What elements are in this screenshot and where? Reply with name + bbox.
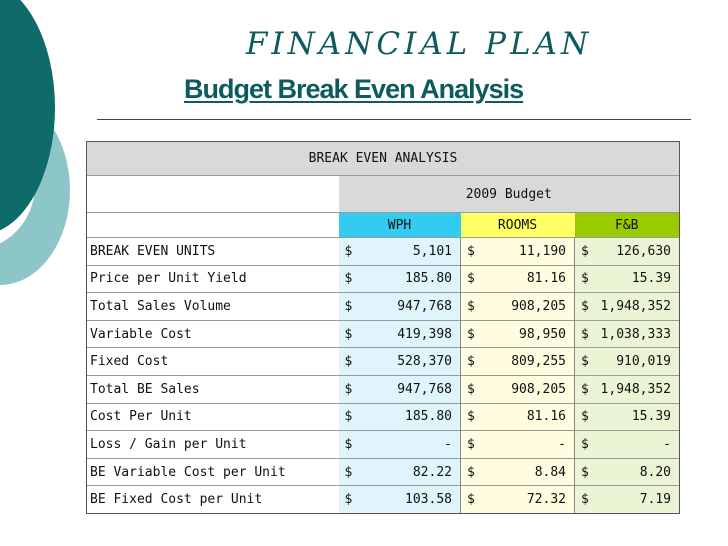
cell-value: 8.84 bbox=[483, 458, 575, 486]
cell-value: 5,101 bbox=[363, 238, 461, 266]
row-label: Total Sales Volume bbox=[87, 293, 339, 321]
currency-symbol: $ bbox=[575, 320, 595, 348]
cell-value: - bbox=[595, 431, 680, 459]
row-label: Cost Per Unit bbox=[87, 403, 339, 431]
cell-value: 1,948,352 bbox=[595, 375, 680, 403]
currency-symbol: $ bbox=[461, 431, 483, 459]
cell-value: 1,948,352 bbox=[595, 293, 680, 321]
cell-value: 11,190 bbox=[483, 238, 575, 266]
break-even-table bbox=[86, 141, 680, 514]
budget-label: 2009 Budget bbox=[339, 176, 680, 213]
cell-value: 82.22 bbox=[363, 458, 461, 486]
cell-value: 81.16 bbox=[483, 403, 575, 431]
cell-value: 15.39 bbox=[595, 403, 680, 431]
row-label: Variable Cost bbox=[87, 320, 339, 348]
table-row bbox=[87, 403, 680, 431]
currency-symbol: $ bbox=[461, 403, 483, 431]
currency-symbol: $ bbox=[461, 458, 483, 486]
currency-symbol: $ bbox=[339, 348, 363, 376]
cell-value: 908,205 bbox=[483, 375, 575, 403]
cell-value: 910,019 bbox=[595, 348, 680, 376]
cell-value: 185.80 bbox=[363, 265, 461, 293]
cell-value: 15.39 bbox=[595, 265, 680, 293]
cell-value: 98,950 bbox=[483, 320, 575, 348]
row-label: BE Variable Cost per Unit bbox=[87, 458, 339, 486]
row-label: Fixed Cost bbox=[87, 348, 339, 376]
cell-value: 81.16 bbox=[483, 265, 575, 293]
cell-value: 72.32 bbox=[483, 486, 575, 514]
col-header-fb: F&B bbox=[575, 213, 680, 238]
currency-symbol: $ bbox=[461, 375, 483, 403]
cell-value: 419,398 bbox=[363, 320, 461, 348]
slide-title: FINANCIAL PLAN bbox=[245, 26, 593, 62]
table-heading-row bbox=[87, 142, 680, 176]
cell-value: 7.19 bbox=[595, 486, 680, 514]
cell-value: 126,630 bbox=[595, 238, 680, 266]
currency-symbol: $ bbox=[339, 320, 363, 348]
col-header-wph: WPH bbox=[339, 213, 461, 238]
row-label: Loss / Gain per Unit bbox=[87, 431, 339, 459]
currency-symbol: $ bbox=[575, 403, 595, 431]
cell-value: 1,038,333 bbox=[595, 320, 680, 348]
table-row bbox=[87, 238, 680, 266]
currency-symbol: $ bbox=[575, 348, 595, 376]
table-row bbox=[87, 375, 680, 403]
cell-value: - bbox=[483, 431, 575, 459]
cell-value: 947,768 bbox=[363, 293, 461, 321]
currency-symbol: $ bbox=[575, 265, 595, 293]
currency-symbol: $ bbox=[575, 375, 595, 403]
currency-symbol: $ bbox=[461, 265, 483, 293]
currency-symbol: $ bbox=[339, 265, 363, 293]
currency-symbol: $ bbox=[461, 238, 483, 266]
slide-subtitle: Budget Break Even Analysis bbox=[184, 74, 524, 104]
cell-value: 103.58 bbox=[363, 486, 461, 514]
table-row bbox=[87, 458, 680, 486]
currency-symbol: $ bbox=[339, 375, 363, 403]
currency-symbol: $ bbox=[575, 458, 595, 486]
cell-value: 528,370 bbox=[363, 348, 461, 376]
cell-value: 947,768 bbox=[363, 375, 461, 403]
currency-symbol: $ bbox=[339, 238, 363, 266]
row-label: Price per Unit Yield bbox=[87, 265, 339, 293]
currency-symbol: $ bbox=[339, 403, 363, 431]
column-header-row bbox=[87, 213, 680, 238]
cell-value: 809,255 bbox=[483, 348, 575, 376]
currency-symbol: $ bbox=[575, 238, 595, 266]
row-label: BREAK EVEN UNITS bbox=[87, 238, 339, 266]
budget-row bbox=[87, 176, 680, 213]
table-row bbox=[87, 348, 680, 376]
col-header-rooms: ROOMS bbox=[461, 213, 575, 238]
currency-symbol: $ bbox=[339, 431, 363, 459]
cell-value: 8.20 bbox=[595, 458, 680, 486]
currency-symbol: $ bbox=[461, 293, 483, 321]
table-row bbox=[87, 293, 680, 321]
table-heading: BREAK EVEN ANALYSIS bbox=[87, 142, 680, 176]
table-row bbox=[87, 431, 680, 459]
currency-symbol: $ bbox=[575, 431, 595, 459]
row-label: BE Fixed Cost per Unit bbox=[87, 486, 339, 514]
table-row bbox=[87, 265, 680, 293]
table-row bbox=[87, 320, 680, 348]
title-divider bbox=[97, 119, 691, 120]
currency-symbol: $ bbox=[339, 293, 363, 321]
currency-symbol: $ bbox=[461, 348, 483, 376]
cell-value: 185.80 bbox=[363, 403, 461, 431]
currency-symbol: $ bbox=[575, 486, 595, 514]
table-row bbox=[87, 486, 680, 514]
currency-symbol: $ bbox=[461, 320, 483, 348]
currency-symbol: $ bbox=[461, 486, 483, 514]
currency-symbol: $ bbox=[339, 486, 363, 514]
row-label: Total BE Sales bbox=[87, 375, 339, 403]
currency-symbol: $ bbox=[339, 458, 363, 486]
cell-value: - bbox=[363, 431, 461, 459]
cell-value: 908,205 bbox=[483, 293, 575, 321]
currency-symbol: $ bbox=[575, 293, 595, 321]
